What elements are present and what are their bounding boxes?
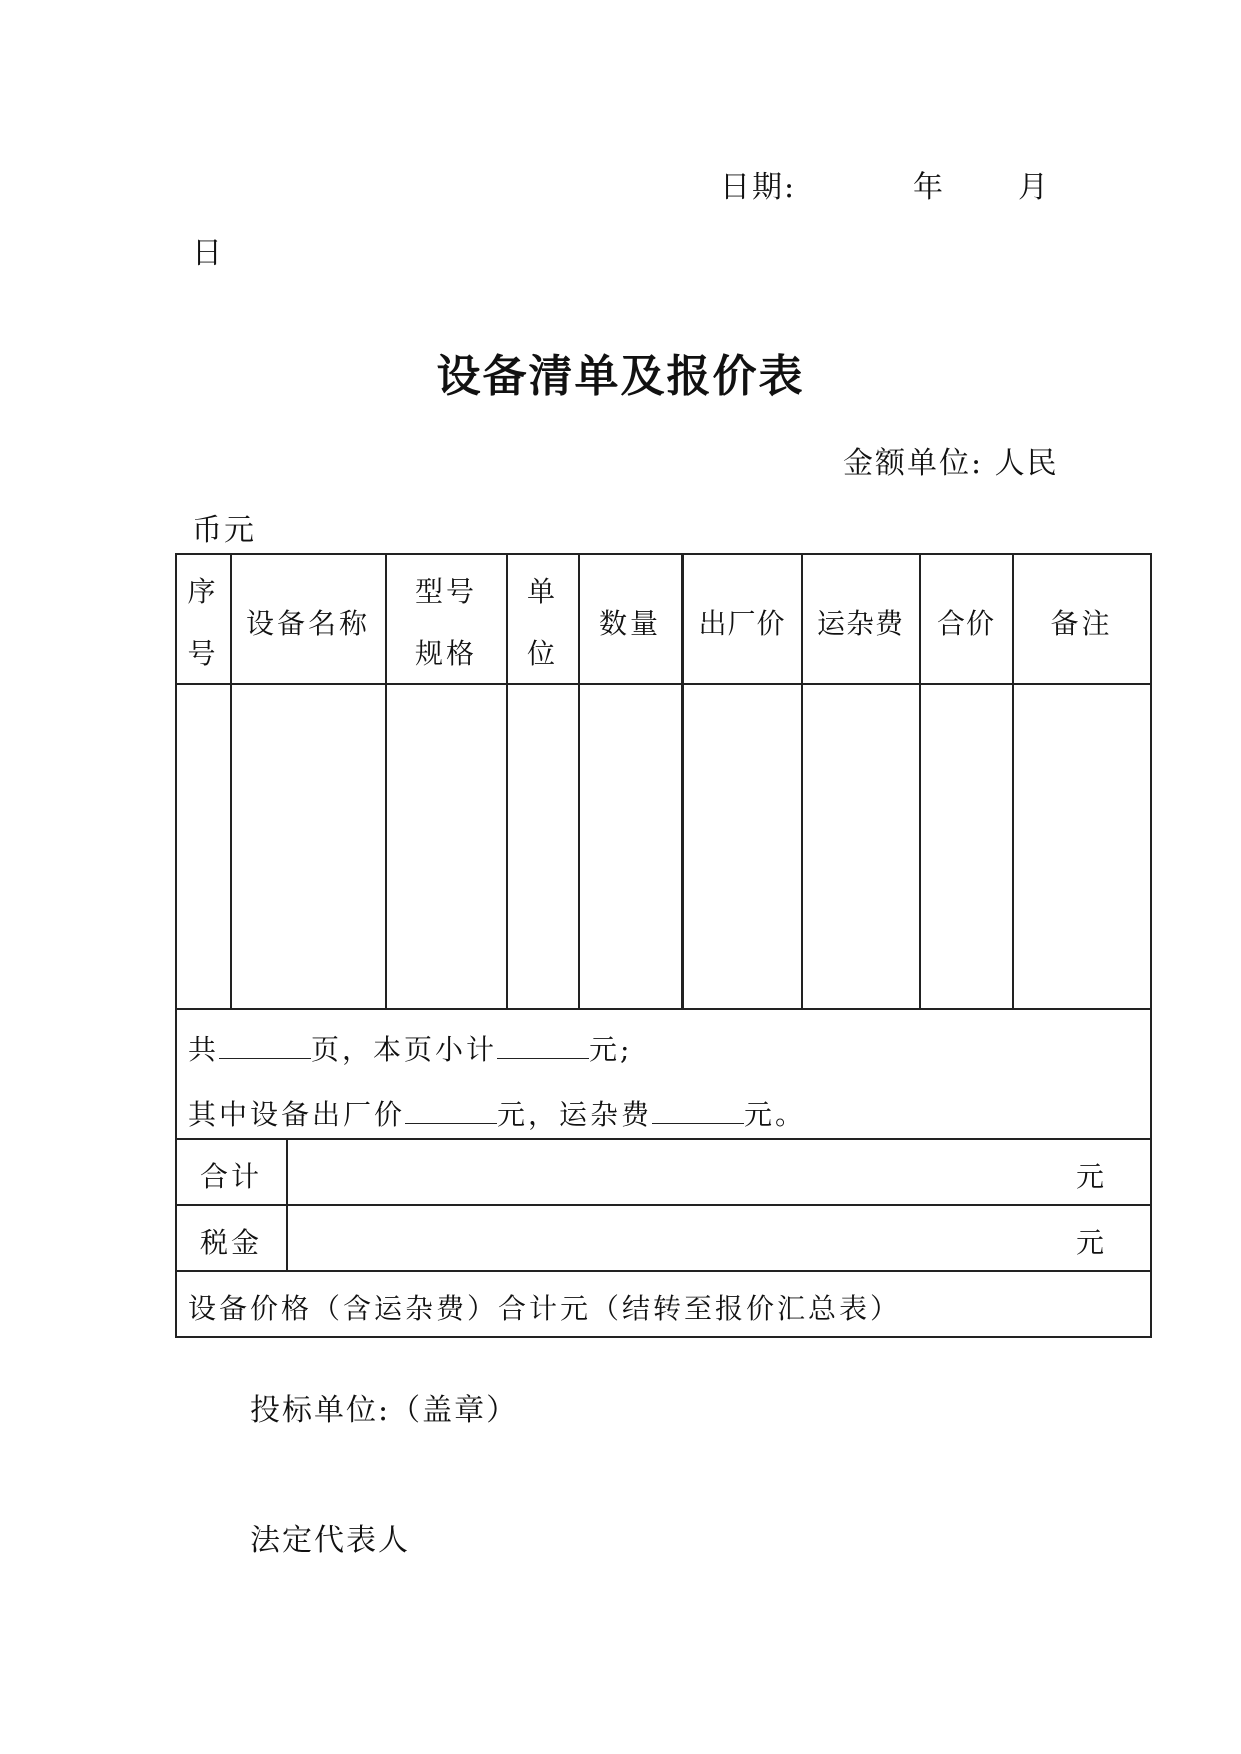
total-label: 合计 [200, 1160, 263, 1193]
date-year: 年 [913, 170, 945, 205]
header-cell-remarks: 备注 [1050, 607, 1113, 640]
blank-page-subtotal [497, 1030, 589, 1059]
summary-line-1: 共 页，本页小计 元; [188, 1028, 632, 1068]
header-cell-index: 序 号 [187, 575, 219, 670]
table-total-divider [175, 1204, 1152, 1206]
table-border-top [175, 553, 1152, 555]
table-tax-divider [175, 1270, 1152, 1272]
summary-line-2: 其中设备出厂价 元，运杂费 元。 [188, 1093, 806, 1133]
header-cell-factory-price: 出厂价 [698, 607, 786, 640]
bidder-label: 投标单位:（盖章） [250, 1393, 519, 1428]
header-cell-name: 设备名称 [245, 607, 370, 640]
header-cell-unit: 单 位 [526, 575, 558, 670]
date-label: 日期: [720, 170, 797, 205]
table-border-right [1150, 553, 1152, 1337]
blank-factory-price [405, 1095, 497, 1124]
blank-pages [219, 1030, 311, 1059]
header-cell-model: 型号 规格 [414, 575, 477, 670]
date-day: 日 [192, 236, 224, 271]
page-title: 设备清单及报价表 [436, 351, 805, 402]
header-cell-quantity: 数量 [598, 607, 661, 640]
table-body-divider [175, 1008, 1152, 1010]
header-cell-freight: 运杂费 [816, 607, 904, 640]
tax-unit: 元 [1076, 1226, 1105, 1259]
table-header-divider [175, 683, 1152, 685]
table-border-bottom [175, 1336, 1152, 1338]
header-cell-total-price: 合价 [936, 607, 995, 640]
blank-freight [652, 1095, 744, 1124]
currency-note-line2: 币元 [192, 513, 256, 548]
currency-note-line1: 金额单位: 人民 [843, 446, 1059, 481]
footer-note: 设备价格（含运杂费）合计元（结转至报价汇总表） [188, 1292, 902, 1325]
legal-rep-label: 法定代表人 [250, 1523, 410, 1558]
total-unit: 元 [1076, 1160, 1105, 1193]
table-summary-divider [175, 1138, 1152, 1140]
label-divider [286, 1138, 288, 1271]
tax-label: 税金 [200, 1226, 263, 1259]
date-month: 月 [1018, 170, 1050, 205]
